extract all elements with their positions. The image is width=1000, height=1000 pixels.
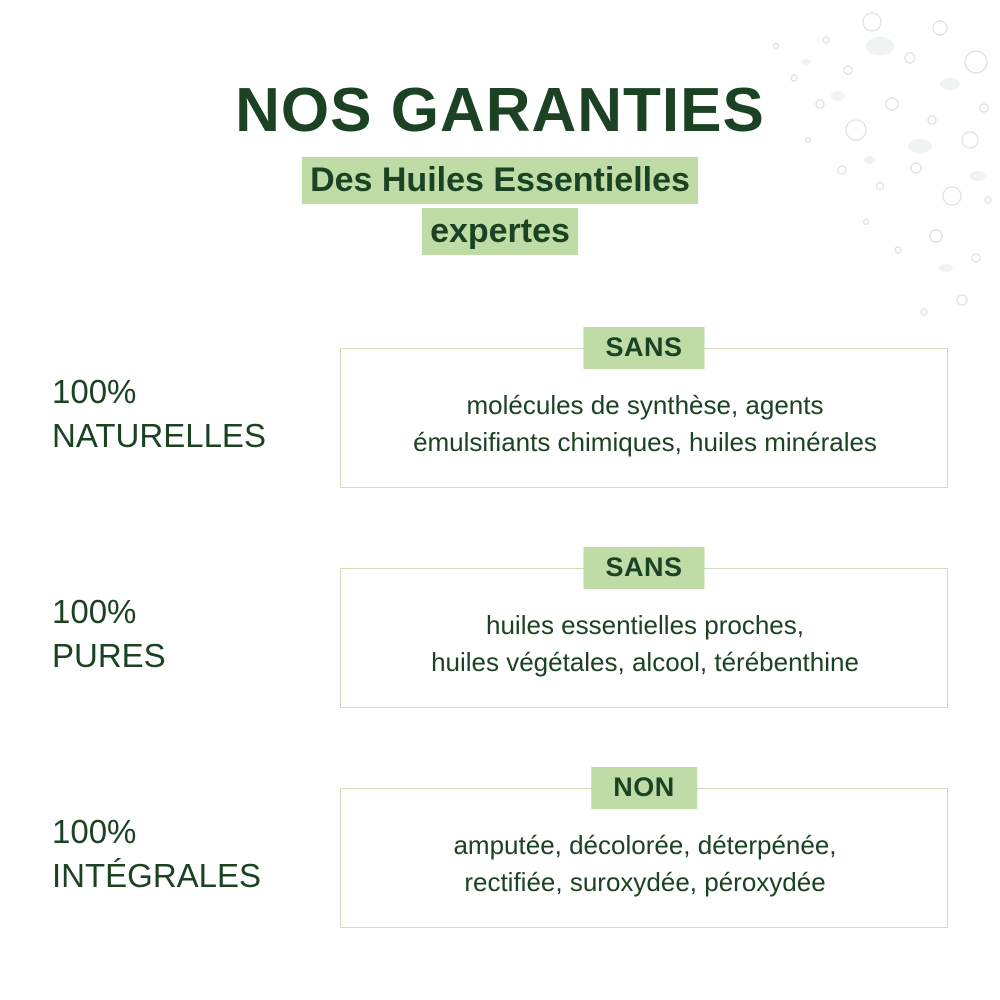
guarantee-label-name: PURES bbox=[52, 636, 166, 674]
guarantee-label-percent: 100% bbox=[52, 593, 137, 630]
guarantee-row bbox=[0, 332, 1000, 498]
guarantee-card-text-line-1: amputée, décolorée, déterpénée, bbox=[453, 830, 837, 860]
guarantee-card bbox=[340, 772, 948, 928]
subtitle-line-1: Des Huiles Essentielles bbox=[302, 157, 698, 204]
status-badge: NON bbox=[591, 767, 697, 809]
guarantee-label-name: NATURELLES bbox=[52, 416, 266, 454]
subtitle bbox=[0, 157, 1000, 259]
page-title: NOS GARANTIES bbox=[235, 76, 765, 145]
guarantee-card-text-line-2: rectifiée, suroxydée, péroxydée bbox=[464, 866, 826, 897]
guarantee-label-percent: 100% bbox=[52, 813, 137, 850]
guarantee-label-name: INTÉGRALES bbox=[52, 856, 262, 894]
status-badge: SANS bbox=[583, 547, 704, 589]
guarantee-card-text bbox=[341, 607, 949, 681]
guarantee-label bbox=[52, 370, 332, 457]
guarantee-card-text-line-2: huiles végétales, alcool, térébenthine bbox=[431, 646, 859, 677]
guarantee-card-text-line-1: molécules de synthèse, agents bbox=[466, 390, 824, 420]
guarantee-label bbox=[52, 810, 332, 897]
guarantee-card-text bbox=[341, 827, 949, 901]
guarantee-label bbox=[52, 590, 332, 677]
guarantee-card bbox=[340, 332, 948, 488]
subtitle-line-2: expertes bbox=[422, 208, 578, 255]
status-badge: SANS bbox=[583, 327, 704, 369]
guarantee-label-percent: 100% bbox=[52, 373, 137, 410]
guarantee-card-text-line-1: huiles essentielles proches, bbox=[486, 610, 804, 640]
guarantee-card-text-line-2: émulsifiants chimiques, huiles minérales bbox=[413, 426, 877, 457]
guarantee-card bbox=[340, 552, 948, 708]
guarantee-row bbox=[0, 772, 1000, 938]
guarantee-card-text bbox=[341, 387, 949, 461]
header bbox=[0, 78, 1000, 259]
guarantee-row bbox=[0, 552, 1000, 718]
